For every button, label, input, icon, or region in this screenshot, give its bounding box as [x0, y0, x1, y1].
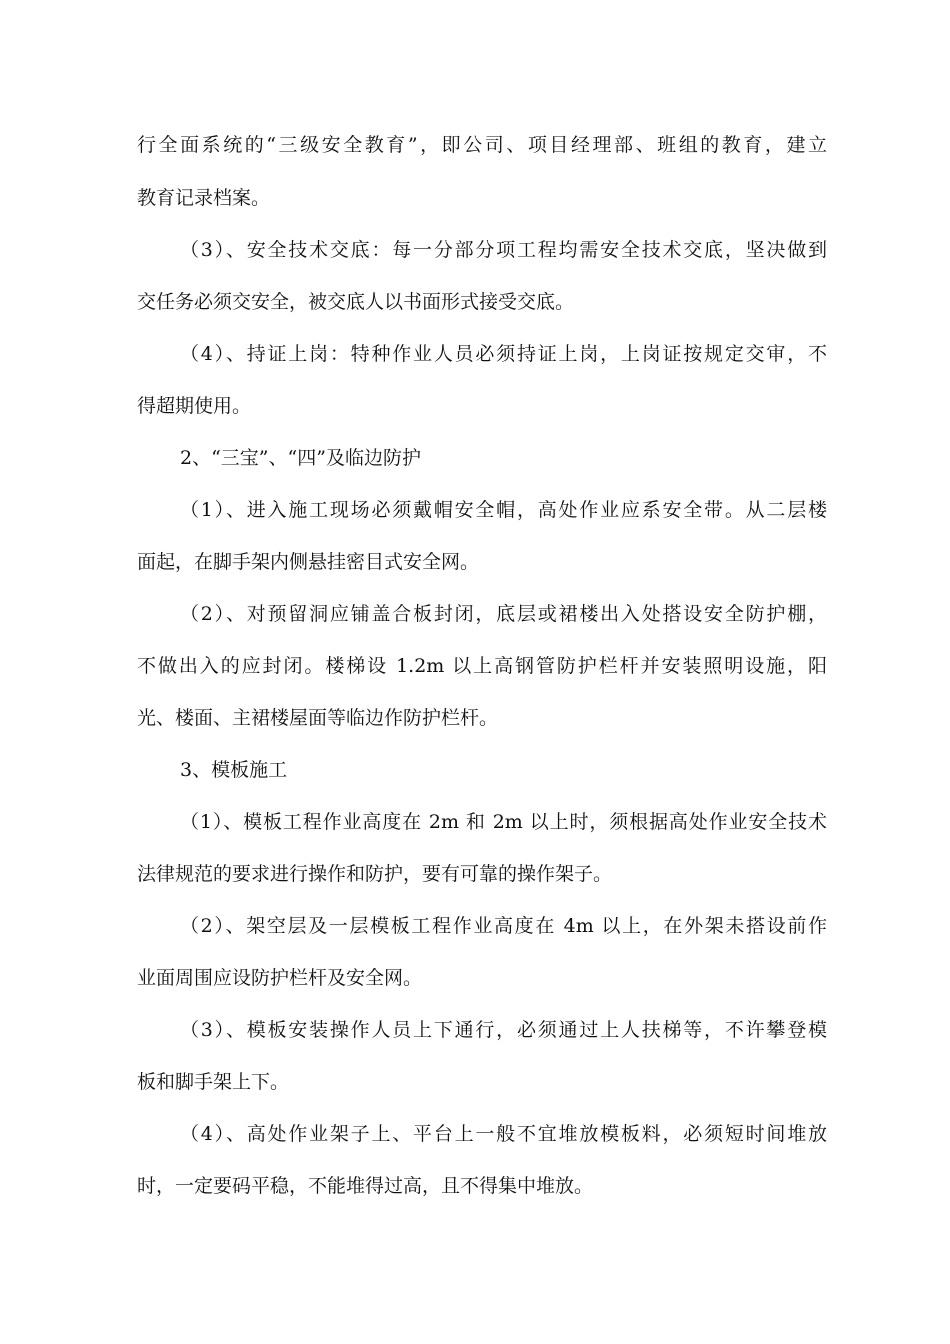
- text-line: 业面周围应设防护栏杆及安全网。: [137, 967, 423, 989]
- text-line: 时，一定要码平稳，不能堆得过高，且不得集中堆放。: [137, 1175, 594, 1197]
- text-line: 不做出入的应封闭。楼梯设 1.2m 以上高钢管防护栏杆并安装照明设施，阳: [137, 655, 827, 677]
- text-line: 光、楼面、主裙楼屋面等临边作防护栏杆。: [137, 707, 499, 729]
- text-line: 板和脚手架上下。: [137, 1071, 290, 1093]
- text-line: 交任务必须交安全，被交底人以书面形式接受交底。: [137, 291, 575, 313]
- list-item-4-line: （4）、高处作业架子上、平台上一般不宜堆放模板料，必须短时间堆放: [180, 1123, 827, 1145]
- section-heading: 3、模板施工: [180, 759, 288, 781]
- text-line: 得超期使用。: [137, 395, 252, 417]
- text-line: 教育记录档案。: [137, 187, 271, 209]
- text-line: 面起，在脚手架内侧悬挂密目式安全网。: [137, 551, 480, 573]
- list-item-3-line: （3）、模板安装操作人员上下通行，必须通过上人扶梯等，不许攀登模: [180, 1019, 827, 1041]
- section-heading: 2、“三宝”、“四”及临边防护: [180, 447, 421, 469]
- list-item-2-line: （2）、架空层及一层模板工程作业高度在 4m 以上，在外架未搭设前作: [180, 915, 827, 937]
- list-item-1-line: （1）、进入施工现场必须戴帽安全帽，高处作业应系安全带。从二层楼: [180, 499, 827, 521]
- list-item-1-line: （1）、模板工程作业高度在 2m 和 2m 以上时，须根据高处作业安全技术: [180, 811, 827, 833]
- list-item-2-line: （2）、对预留洞应铺盖合板封闭，底层或裙楼出入处搭设安全防护棚，: [180, 603, 827, 625]
- list-item-3-line: （3）、安全技术交底：每一分部分项工程均需安全技术交底，坚决做到: [180, 239, 827, 261]
- text-line: 法律规范的要求进行操作和防护，要有可靠的操作架子。: [137, 863, 613, 885]
- text-line: 行全面系统的“三级安全教育”，即公司、项目经理部、班组的教育，建立: [137, 134, 827, 156]
- list-item-4-line: （4）、持证上岗：特种作业人员必须持证上岗，上岗证按规定交审，不: [180, 343, 827, 365]
